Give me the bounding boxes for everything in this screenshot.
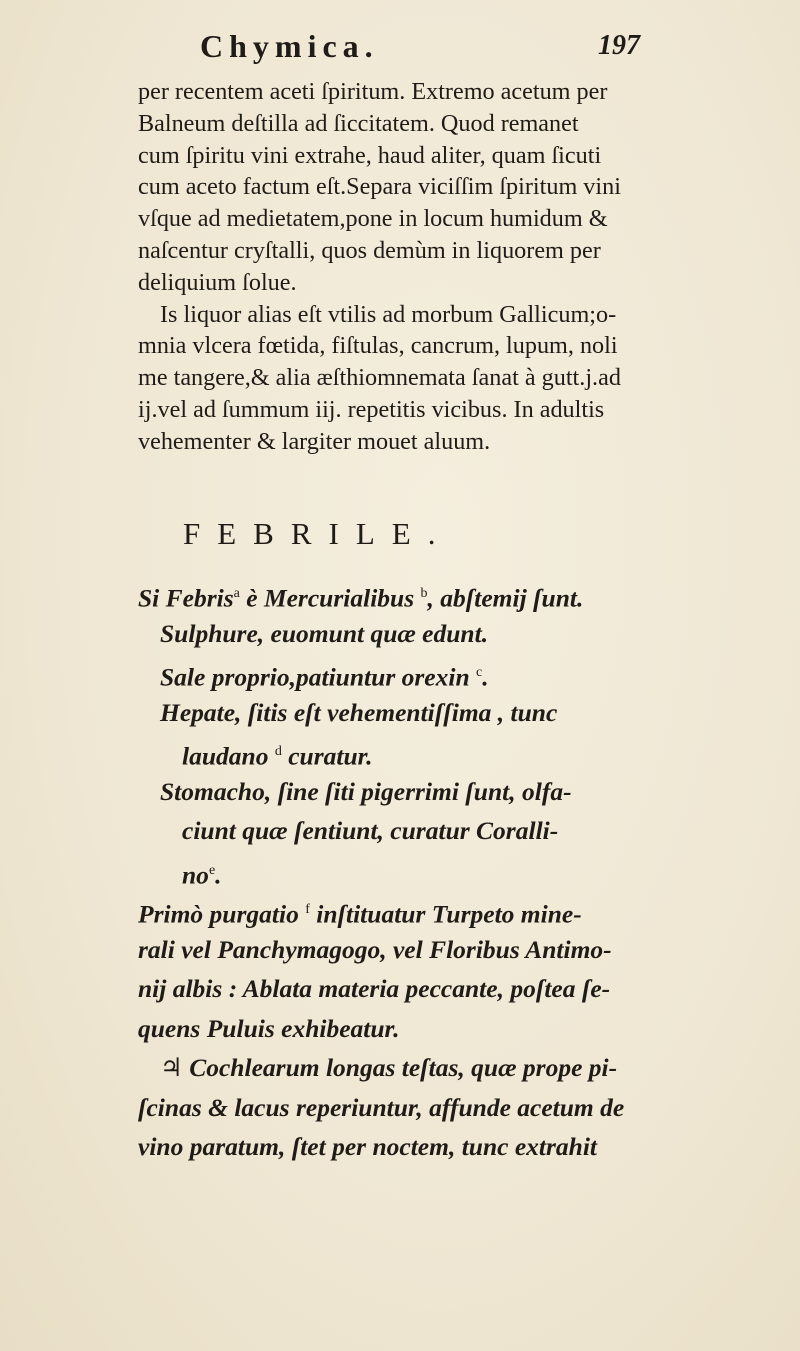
italic-text <box>138 574 698 1167</box>
text-line: deliquium ſolue. <box>138 268 297 296</box>
footnote-marker: d <box>274 744 282 759</box>
text-span: Sale proprio,patiuntur orexin <box>160 662 476 692</box>
text-line: vehementer & largiter mouet aluum. <box>138 427 491 455</box>
italic-line: Stomacho, ſine ſiti pigerrimi ſunt, olfa- <box>160 776 572 806</box>
text-span: inſtituatur Turpeto mine- <box>309 899 582 929</box>
italic-line: nij albis : Ablata materia peccante, poſtea ſe- <box>138 974 611 1003</box>
text-line: mnia vlcera fœtida, fiſtulas, cancrum, lupum, noli <box>138 332 618 360</box>
italic-line <box>138 574 698 614</box>
text-line: naſcentur cryſtalli, quos demùm in liquorem per <box>138 236 601 264</box>
italic-line: Sulphure, euomunt quæ edunt. <box>160 618 489 648</box>
italic-line <box>138 890 698 930</box>
text-span: curatur. <box>281 741 373 771</box>
text-span: . <box>482 662 489 692</box>
text-line: Balneum deſtilla ad ſiccitatem. Quod remanet <box>138 109 579 137</box>
text-span: è Mercurialibus <box>239 583 421 613</box>
footnote-marker: e <box>208 862 216 878</box>
footnote-marker: b <box>420 586 428 601</box>
text-line: ij.vel ad ſummum iij. repetitis vicibus. In adultis <box>138 395 605 423</box>
text-span: no <box>182 860 209 889</box>
footnote-marker: a <box>233 586 240 601</box>
text-line: cum aceto factum eſt.Separa viciſſim ſpiritum vini <box>138 173 621 201</box>
footnote-marker: f <box>305 902 310 917</box>
italic-line: ♃ Cochlearum longas teſtas, quæ prope pi- <box>160 1053 618 1082</box>
text-line: me tangere,& alia æſthiomnemata ſanat à gutt.j.ad <box>138 364 621 392</box>
text-span: , abſtemij ſunt. <box>427 583 584 613</box>
text-line: Is liquor alias eſt vtilis ad morbum Gallicum;o- <box>160 300 617 328</box>
footnote-marker: c <box>476 665 483 680</box>
italic-line <box>138 653 698 693</box>
page-header <box>200 28 640 68</box>
italic-line: vino paratum, ſtet per noctem, tunc extrahit <box>138 1132 598 1161</box>
italic-line: rali vel Panchymagogo, vel Floribus Antimo- <box>138 934 612 964</box>
text-span: . <box>215 860 222 889</box>
page-number: 197 <box>598 30 640 61</box>
italic-line: quens Puluis exhibeatur. <box>138 1013 400 1043</box>
text-span: Si Febris <box>138 583 234 613</box>
text-line: vſque ad medietatem,pone in locum humidum & <box>138 205 608 233</box>
italic-line: Hepate, ſitis eſt vehementiſſima , tunc <box>160 697 558 727</box>
running-head: Chymica. <box>200 28 379 64</box>
text-line: cum ſpiritu vini extrahe, haud aliter, quam ſicuti <box>138 141 602 169</box>
italic-line: ciunt quæ ſentiunt, curatur Coralli- <box>182 816 559 845</box>
text-span: laudano <box>182 741 275 771</box>
italic-line: ſcinas & lacus reperiuntur, affunde acetum de <box>138 1092 625 1122</box>
italic-line <box>138 851 698 891</box>
body-text <box>138 76 678 458</box>
italic-line <box>138 732 698 772</box>
text-line: per recentem aceti ſpiritum. Extremo acetum per <box>138 78 608 105</box>
text-span: Primò purgatio <box>138 899 306 929</box>
section-title: FEBRILE. <box>183 516 453 551</box>
